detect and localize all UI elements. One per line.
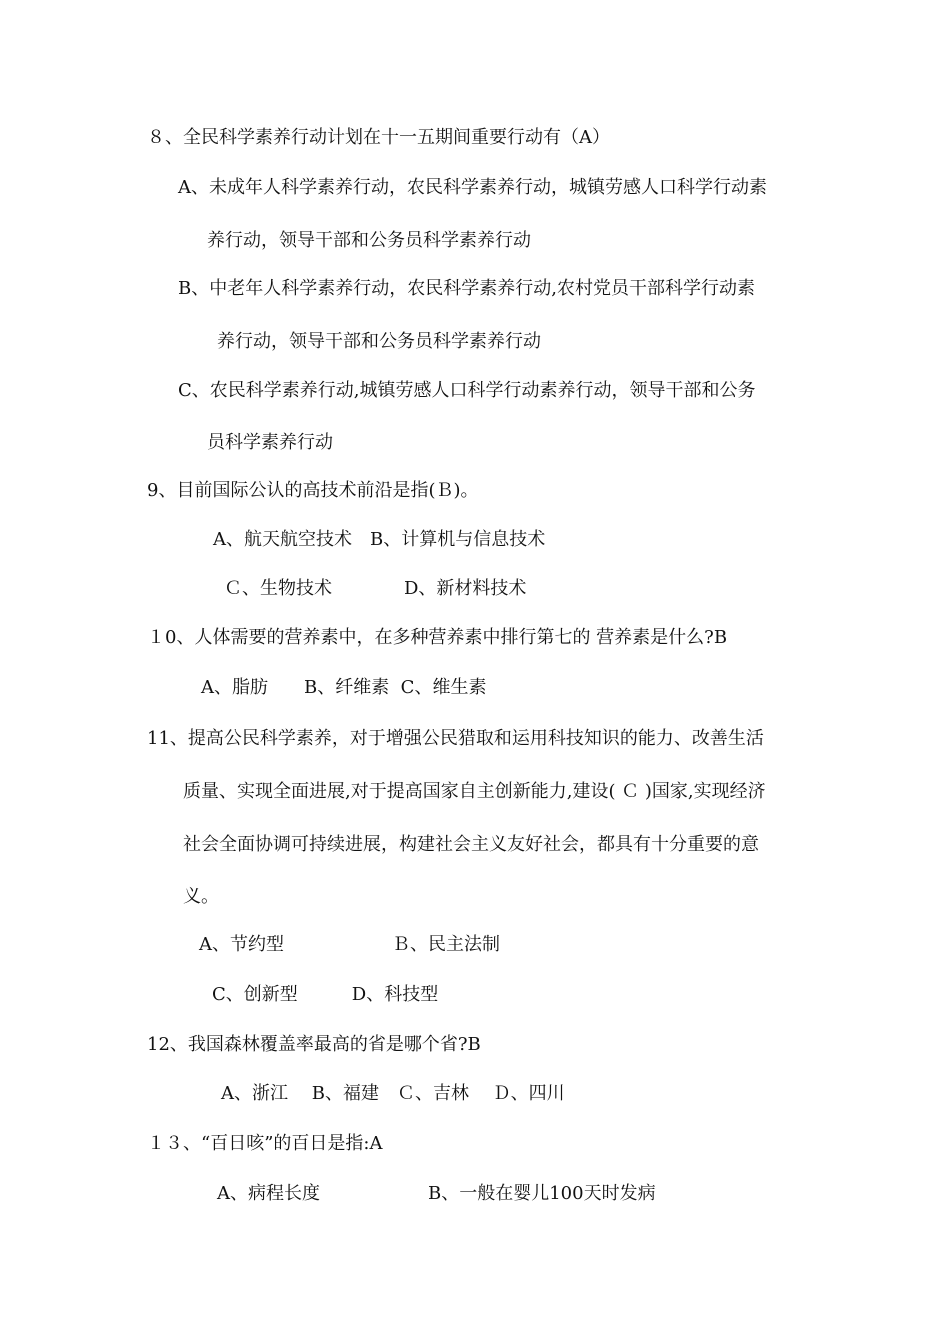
question-12-stem: 12、我国森林覆盖率最高的省是哪个省?B bbox=[147, 1034, 481, 1055]
question-8-option-b: B、中老年人科学素养行动，农民科学素养行动,农村党员干部科学行动素 bbox=[178, 278, 755, 299]
question-8-option-c-continued: 员科学素养行动 bbox=[207, 432, 333, 453]
question-11-stem-line-3: 社会全面协调可持续进展，构建社会主义友好社会，都具有十分重要的意 bbox=[183, 834, 759, 855]
question-11-stem-line-2: 质量、实现全面进展,对于提高国家自主创新能力,建设( Ｃ )国家,实现经济 bbox=[183, 781, 766, 802]
question-11-stem: 11、提高公民科学素养，对于增强公民猎取和运用科技知识的能力、改善生活 bbox=[147, 728, 764, 749]
question-8-option-a: A、未成年人科学素养行动，农民科学素养行动，城镇劳感人口科学行动素 bbox=[178, 177, 767, 198]
question-10-stem: １0、人体需要的营养素中，在多种营养素中排行第七的 营养素是什么?B bbox=[147, 627, 728, 648]
question-11-options-row-2: C、创新型 D、科技型 bbox=[212, 984, 439, 1005]
question-10-options: A、脂肪 B、纤维素 C、维生素 bbox=[201, 677, 487, 698]
question-8-stem: ８、全民科学素养行动计划在十一五期间重要行动有（A） bbox=[147, 127, 610, 148]
question-13-options: A、病程长度 B、一般在婴儿100天时发病 bbox=[217, 1183, 656, 1204]
question-12-options: A、浙江 B、福建 Ｃ、吉林 Ｄ、四川 bbox=[221, 1083, 565, 1104]
question-9-options-row-1: A、航天航空技术 B、计算机与信息技术 bbox=[213, 529, 546, 550]
question-8-option-c: C、农民科学素养行动,城镇劳感人口科学行动素养行动，领导干部和公务 bbox=[178, 380, 756, 401]
question-9-options-row-2: Ｃ、生物技术 D、新材料技术 bbox=[224, 578, 527, 599]
question-13-stem: １３、“百日咳”的百日是指:A bbox=[147, 1133, 383, 1154]
question-8-option-a-continued: 养行动，领导干部和公务员科学素养行动 bbox=[207, 230, 531, 251]
question-8-option-b-continued: 养行动，领导干部和公务员科学素养行动 bbox=[217, 331, 541, 352]
question-11-stem-line-4: 义。 bbox=[183, 886, 219, 907]
question-9-stem: 9、目前国际公认的高技术前沿是指(Ｂ)。 bbox=[147, 480, 479, 501]
question-11-options-row-1: A、节约型 Ｂ、民主法制 bbox=[199, 934, 500, 955]
